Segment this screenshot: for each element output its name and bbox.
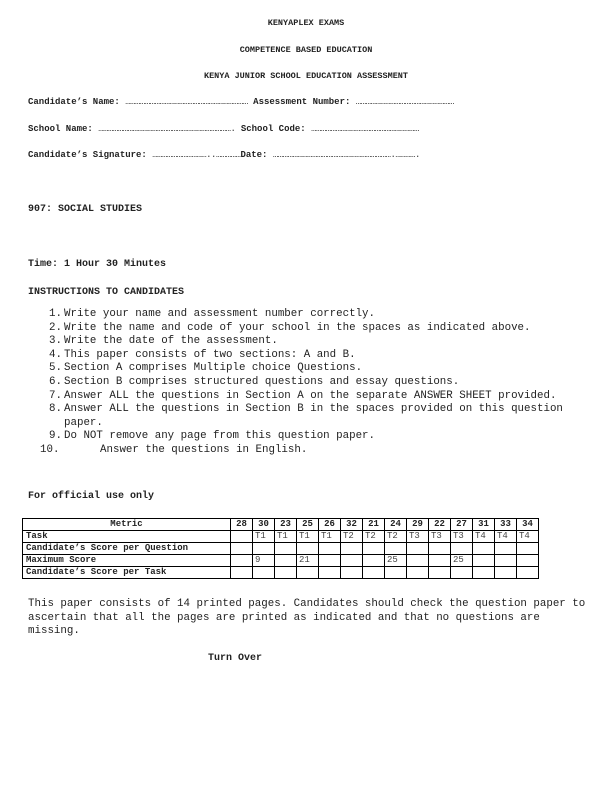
task-score-cell[interactable] (495, 567, 517, 579)
question-column-header: 25 (297, 519, 319, 531)
exam-org-heading: KENYAPLEX EXAMS (267, 18, 345, 28)
instruction-text: Answer the questions in English. (100, 443, 308, 456)
time-allowed: Time: 1 Hour 30 Minutes (28, 259, 167, 270)
score-cell[interactable] (341, 543, 363, 555)
instruction-item (30, 376, 590, 390)
row-label: Candidate’s Score per Task (23, 567, 231, 579)
instruction-number: 3. (49, 335, 62, 348)
max-score-cell (517, 555, 539, 567)
score-cell[interactable] (517, 543, 539, 555)
instruction-item (30, 403, 590, 430)
task-score-cell[interactable] (341, 567, 363, 579)
instruction-number: 6. (49, 375, 62, 388)
instruction-text: This paper consists of two sections: A and B. (64, 348, 356, 361)
task-cell: T3 (451, 531, 473, 543)
page-count-note: This paper consists of 14 printed pages. Candidates should check the question paper to ascertain that all the pages are printed as indicated and that no questions are missing. (28, 598, 586, 638)
score-cell[interactable] (495, 543, 517, 555)
score-cell[interactable] (363, 543, 385, 555)
score-cell[interactable] (407, 543, 429, 555)
score-table-row (23, 567, 539, 579)
max-score-cell (363, 555, 385, 567)
candidate-name-field[interactable]: ………………………………………………………………… (125, 97, 248, 107)
max-score-cell (319, 555, 341, 567)
school-name-field[interactable]: ………………………………………………………………………. (98, 124, 236, 134)
row-label: Candidate’s Score per Question (23, 543, 231, 555)
instruction-item (30, 444, 590, 458)
question-column-header: 27 (451, 519, 473, 531)
max-score-cell: 9 (253, 555, 275, 567)
signature-label: Candidate’s Signature: (28, 150, 147, 160)
instruction-text: Answer ALL the questions in Section A on the separate ANSWER SHEET provided. (64, 389, 557, 402)
instruction-text: Answer ALL the questions in Section B in the spaces provided on this question paper. (64, 403, 563, 429)
instruction-item (30, 322, 590, 336)
max-score-cell (341, 555, 363, 567)
assessment-number-label: Assessment Number: (253, 97, 351, 107)
question-column-header: 21 (363, 519, 385, 531)
question-column-header: 31 (473, 519, 495, 531)
signature-field[interactable]: ……………………………..…………… (152, 150, 241, 160)
task-cell: T2 (385, 531, 407, 543)
question-column-header: 23 (275, 519, 297, 531)
school-row (28, 124, 419, 134)
instruction-number: 8. (49, 403, 62, 416)
instructions-list (30, 308, 590, 458)
score-table-row (23, 543, 539, 555)
instruction-item (30, 390, 590, 404)
task-score-cell[interactable] (231, 567, 253, 579)
instruction-text: Write the date of the assessment. (64, 335, 278, 348)
assessment-heading: KENYA JUNIOR SCHOOL EDUCATION ASSESSMENT (203, 71, 409, 81)
question-column-header: 32 (341, 519, 363, 531)
task-score-cell[interactable] (517, 567, 539, 579)
score-cell[interactable] (275, 543, 297, 555)
program-heading: COMPETENCE BASED EDUCATION (239, 45, 373, 55)
task-score-cell[interactable] (429, 567, 451, 579)
task-score-cell[interactable] (363, 567, 385, 579)
max-score-cell (473, 555, 495, 567)
task-score-cell[interactable] (297, 567, 319, 579)
question-column-header: 29 (407, 519, 429, 531)
school-code-field[interactable]: ………………………………………………………… (311, 124, 419, 134)
score-cell[interactable] (429, 543, 451, 555)
score-table-header-row (23, 519, 539, 531)
task-cell: T4 (495, 531, 517, 543)
metric-header: Metric (23, 519, 231, 531)
instruction-text: Do NOT remove any page from this question paper. (64, 430, 376, 443)
instruction-number: 4. (49, 348, 62, 361)
score-cell[interactable] (231, 543, 253, 555)
instruction-text: Write your name and assessment number correctly. (64, 308, 376, 320)
school-name-label: School Name: (28, 124, 93, 134)
task-score-cell[interactable] (385, 567, 407, 579)
task-cell: T2 (363, 531, 385, 543)
instruction-text: Write the name and code of your school in the spaces as indicated above. (64, 321, 531, 334)
max-score-cell (495, 555, 517, 567)
task-score-cell[interactable] (275, 567, 297, 579)
score-cell[interactable] (451, 543, 473, 555)
question-column-header: 30 (253, 519, 275, 531)
instruction-text: Section A comprises Multiple choice Questions. (64, 362, 363, 375)
max-score-cell (231, 555, 253, 567)
max-score-cell (275, 555, 297, 567)
max-score-cell: 25 (451, 555, 473, 567)
instruction-number: 1. (49, 308, 62, 320)
row-label: Task (23, 531, 231, 543)
score-cell[interactable] (385, 543, 407, 555)
score-cell[interactable] (297, 543, 319, 555)
question-column-header: 28 (231, 519, 253, 531)
max-score-cell: 25 (385, 555, 407, 567)
instruction-number: 10. (40, 443, 60, 456)
instruction-text: Section B comprises structured questions and essay questions. (64, 375, 460, 388)
score-cell[interactable] (473, 543, 495, 555)
task-cell: T1 (297, 531, 319, 543)
task-cell (231, 531, 253, 543)
date-label: Date: (240, 150, 268, 160)
task-score-cell[interactable] (407, 567, 429, 579)
task-cell: T3 (407, 531, 429, 543)
task-score-cell[interactable] (319, 567, 341, 579)
instruction-item (30, 362, 590, 376)
question-column-header: 33 (495, 519, 517, 531)
task-cell: T1 (319, 531, 341, 543)
assessment-number-field[interactable]: …………………………………………………… (355, 97, 454, 107)
task-cell: T2 (341, 531, 363, 543)
score-table-row (23, 531, 539, 543)
score-cell[interactable] (253, 543, 275, 555)
task-score-cell[interactable] (253, 567, 275, 579)
task-score-cell[interactable] (473, 567, 495, 579)
question-column-header: 34 (517, 519, 539, 531)
question-column-header: 26 (319, 519, 341, 531)
score-table-row (23, 555, 539, 567)
candidate-name-label: Candidate’s Name: (28, 97, 120, 107)
question-column-header: 24 (385, 519, 407, 531)
max-score-cell (407, 555, 429, 567)
task-cell: T3 (429, 531, 451, 543)
date-field[interactable]: ……………………………………………………………….…………. (272, 150, 420, 160)
instruction-number: 2. (49, 321, 62, 334)
task-cell: T1 (275, 531, 297, 543)
signature-row (28, 150, 420, 160)
candidate-name-row (28, 97, 454, 107)
instruction-number: 5. (49, 362, 62, 375)
task-cell: T4 (517, 531, 539, 543)
instruction-item (30, 308, 590, 322)
max-score-cell: 21 (297, 555, 319, 567)
question-column-header: 22 (429, 519, 451, 531)
task-cell: T1 (253, 531, 275, 543)
task-cell: T4 (473, 531, 495, 543)
instruction-item (30, 335, 590, 349)
instruction-number: 7. (49, 389, 62, 402)
score-table (22, 518, 539, 579)
score-cell[interactable] (319, 543, 341, 555)
instructions-title: INSTRUCTIONS TO CANDIDATES (28, 287, 185, 298)
task-score-cell[interactable] (451, 567, 473, 579)
instruction-number: 9. (49, 430, 62, 443)
max-score-cell (429, 555, 451, 567)
subject-title: 907: SOCIAL STUDIES (28, 204, 143, 215)
instruction-item (30, 349, 590, 363)
school-code-label: School Code: (240, 124, 306, 134)
row-label: Maximum Score (23, 555, 231, 567)
official-use-heading: For official use only (28, 491, 155, 502)
turn-over-label: Turn Over (208, 653, 263, 664)
instruction-item (30, 430, 590, 444)
